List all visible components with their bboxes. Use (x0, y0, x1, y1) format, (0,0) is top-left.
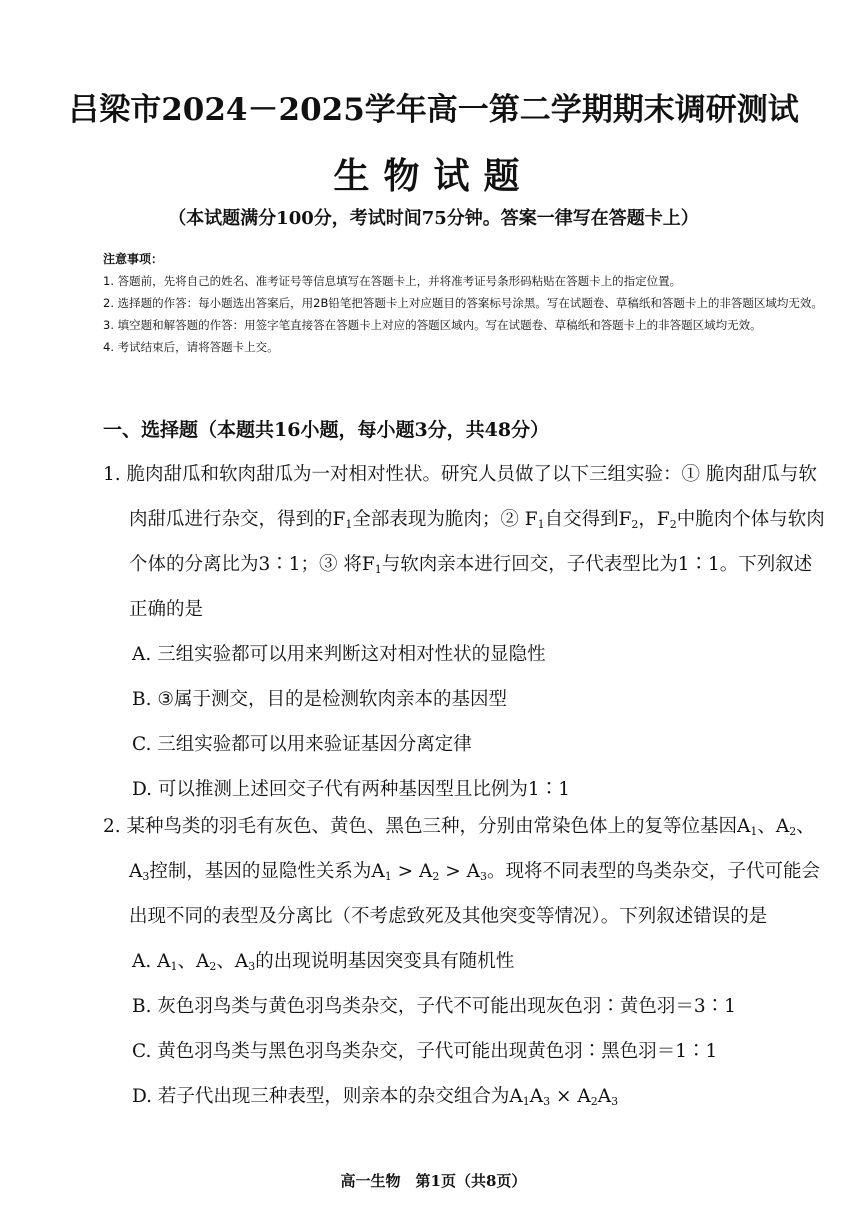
question-2-option-b: B. 灰色羽鸟类与黄色羽鸟类杂交，子代不可能出现灰色羽∶黄色羽＝3∶1 (132, 996, 736, 1017)
question-1-option-a: A. 三组实验都可以用来判断这对相对性状的显隐性 (132, 644, 546, 665)
question-2-option-c: C. 黄色羽鸟类与黑色羽鸟类杂交，子代可能出现黄色羽∶黑色羽＝1∶1 (132, 1041, 718, 1062)
question-2-option-a: A. $A_1$、$A_2$、$A_3$的出现说明基因突变具有随机性 (132, 951, 515, 973)
question-2-option-d: D. 若子代出现三种表型，则亲本的杂交组合为$A_1A_3 \times A_2A_3$ (132, 1086, 619, 1108)
subject-title: 生物试题 (333, 155, 534, 197)
exam-info: （本试题满分100分，考试时间75分钟。答案一律写在答题卡上） (168, 208, 699, 229)
notes-block (103, 248, 833, 358)
note-item-4: 4. 考试结束后，请将答题卡上交。 (103, 340, 279, 354)
question-2 (103, 804, 827, 1119)
note-item-2: 2. 选择题的作答：每小题选出答案后，用2B铅笔把答题卡上对应题目的答案标号涂黑。写在试题卷、草稿纸和答题卡上的非答题区域均无效。 (103, 296, 823, 310)
notes-heading: 注意事项： (103, 252, 164, 266)
question-1-option-b: B. ③属于测交，目的是检测软肉亲本的基因型 (132, 689, 507, 710)
question-1-option-d: D. 可以推测上述回交子代有两种基因型且比例为1∶1 (132, 779, 570, 800)
exam-title: 吕梁市2024－2025学年高一第二学期期末调研测试 (68, 92, 799, 128)
question-1-option-c: C. 三组实验都可以用来验证基因分离定律 (132, 734, 472, 755)
question-1 (103, 452, 827, 812)
question-1-stem: 1. 脆肉甜瓜和软肉甜瓜为一对相对性状。研究人员做了以下三组实验：① 脆肉甜瓜与软肉甜瓜进行杂交，得到的$F_1$全部表现为脆肉；② $F_1$自交得到$F_2$，$F_2$中脆肉个体与软肉个体的分离比为3∶1；③ 将$F_1$与软肉亲本进行回交，子代表型比为1∶1。下列叙述正确的是 (103, 464, 825, 620)
page-footer: 高一生物 第1页（共8页） (340, 1172, 527, 1190)
question-2-stem: 2. 某种鸟类的羽毛有灰色、黄色、黑色三种，分别由常染色体上的复等位基因$A_1$、$A_2$、$A_3$控制，基因的显隐性关系为$A_1 > A_2 > A_3$。现将不同表型的鸟类杂交，子代可能会出现不同的表型及分离比（不考虑致死及其他突变等情况）。下列叙述错误的是 (103, 816, 821, 927)
section-heading: 一、选择题（本题共16小题，每小题3分，共48分） (103, 419, 550, 441)
note-item-3: 3. 填空题和解答题的作答：用签字笔直接答在答题卡上对应的答题区域内。写在试题卷、草稿纸和答题卡上的非答题区域均无效。 (103, 318, 762, 332)
note-item-1: 1. 答题前，先将自己的姓名、准考证号等信息填写在答题卡上，并将准考证号条形码粘贴在答题卡上的指定位置。 (103, 274, 682, 288)
